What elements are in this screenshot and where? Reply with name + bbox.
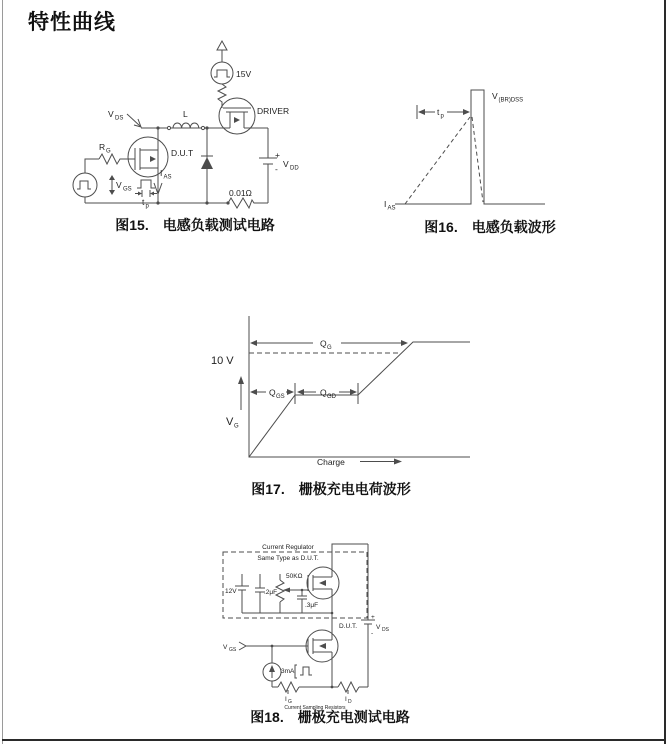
driver-mosfet bbox=[219, 98, 255, 134]
cap-03uf bbox=[297, 589, 307, 613]
page-edge-bottom bbox=[2, 739, 666, 741]
cap-03uf-label: .3μF bbox=[305, 602, 319, 609]
box-title-line1: Current Regulator bbox=[262, 544, 314, 551]
current-source-3ma bbox=[263, 646, 312, 687]
figure-17-waveform bbox=[178, 308, 478, 478]
supply-arrow bbox=[217, 41, 227, 62]
qgs-label: Q bbox=[269, 387, 276, 398]
ias-label: I bbox=[384, 199, 387, 209]
vgs-label: V bbox=[223, 644, 228, 651]
pot-50k-label: 50KΩ bbox=[286, 573, 303, 580]
sampling-resistors bbox=[272, 682, 368, 694]
supply-label: 15V bbox=[236, 69, 252, 79]
box-bottom-rail bbox=[242, 612, 333, 615]
vbrdss-label-sub: (BR)DSS bbox=[498, 97, 524, 104]
pulse-generator bbox=[73, 173, 97, 203]
figure-17-caption-text: 栅极充电电荷波形 bbox=[298, 481, 411, 497]
vbrdss-label: V bbox=[492, 91, 498, 101]
figure-17-caption bbox=[201, 479, 461, 499]
figure-15-caption-num: 图15. bbox=[115, 217, 149, 233]
vds-label: V bbox=[376, 624, 381, 631]
tp-label-sub: p bbox=[145, 203, 149, 210]
vds-label: V bbox=[108, 109, 114, 119]
qgs-label-sub: GS bbox=[276, 394, 285, 400]
id-label-sub: D bbox=[348, 699, 352, 705]
cap-02uf-label: .2μF bbox=[264, 589, 278, 596]
tp-pulse-indicator bbox=[135, 180, 157, 197]
charge-axis-arrow bbox=[360, 459, 402, 465]
ias-label-sub: AS bbox=[163, 174, 172, 181]
rg-label-sub: G bbox=[106, 148, 111, 155]
driver-label: DRIVER bbox=[257, 106, 290, 116]
tp-label-sub: p bbox=[440, 113, 444, 120]
rg-label: R bbox=[99, 142, 106, 152]
figure-15-caption bbox=[65, 215, 325, 235]
dut-label: D.U.T. bbox=[339, 623, 358, 630]
inductor-label: L bbox=[183, 109, 188, 119]
inductor bbox=[167, 123, 204, 130]
vdd-label: V bbox=[283, 159, 289, 169]
box-title-line2: Same Type as D.U.T. bbox=[257, 555, 319, 562]
vg-label: V bbox=[226, 416, 234, 428]
gate-network bbox=[85, 154, 135, 173]
figure-18-caption bbox=[200, 707, 460, 727]
figure-18-caption-text: 栅极充电测试电路 bbox=[297, 709, 410, 725]
bottom-rail bbox=[85, 198, 268, 208]
id-label: I bbox=[345, 696, 347, 703]
figure-16-caption bbox=[380, 217, 600, 237]
qgd-label-sub: GD bbox=[327, 394, 336, 400]
charge-label: Charge bbox=[317, 457, 345, 467]
vds-label-sub: DS bbox=[115, 115, 124, 122]
pulse-source-15v bbox=[211, 62, 233, 84]
figure-15-caption-text: 电感负载测试电路 bbox=[162, 217, 275, 233]
vds-label-sub: DS bbox=[382, 627, 389, 633]
vgs-label-sub: GS bbox=[229, 647, 237, 653]
vg-label-sub: G bbox=[234, 423, 239, 430]
axes bbox=[249, 316, 470, 457]
top-rail bbox=[127, 114, 268, 128]
vds-minus: - bbox=[371, 630, 374, 637]
sense-resistor-label: 0.01Ω bbox=[229, 188, 252, 198]
dut-label: D.U.T bbox=[171, 148, 194, 158]
figure-16-caption-num: 图16. bbox=[424, 219, 458, 235]
dut-mosfet bbox=[306, 630, 338, 687]
figure-16-caption-text: 电感负载波形 bbox=[471, 219, 556, 235]
ig-label: I bbox=[285, 696, 287, 703]
ig-label-sub: G bbox=[288, 699, 292, 705]
bias-battery-12v bbox=[235, 574, 249, 613]
bias-battery-label: 12V bbox=[225, 588, 237, 595]
tp-label: t bbox=[437, 107, 440, 117]
vgs-label: V bbox=[116, 180, 122, 190]
page-edge-right bbox=[664, 0, 666, 744]
vdd-minus: - bbox=[275, 164, 278, 174]
dut-mosfet bbox=[128, 126, 168, 204]
tp-label: t bbox=[142, 197, 145, 207]
page-title: 特性曲线 bbox=[28, 10, 116, 34]
vgs-indicator bbox=[109, 175, 115, 195]
gate-resistor-driver bbox=[218, 84, 226, 108]
page-edge-left bbox=[2, 0, 3, 744]
vgs-label-sub: GS bbox=[123, 186, 132, 193]
ias-label-sub: AS bbox=[387, 205, 396, 212]
vgs-input bbox=[239, 642, 308, 650]
figure-18-circuit bbox=[220, 538, 450, 718]
vds-plus: + bbox=[371, 614, 375, 621]
figure-17-caption-num: 图17. bbox=[251, 481, 285, 497]
vdd-plus: + bbox=[275, 150, 280, 160]
figure-15-circuit bbox=[55, 36, 320, 221]
ten-volt-label: 10 V bbox=[211, 355, 234, 367]
freewheel-diode bbox=[201, 126, 213, 204]
current-source-label: 3mA bbox=[281, 668, 295, 675]
vg-axis-arrow bbox=[238, 376, 244, 410]
ias-label: I bbox=[160, 168, 163, 178]
qg-label-sub: G bbox=[327, 345, 332, 351]
qg-label: Q bbox=[320, 338, 327, 349]
sampling-resistors-label: Current Sampling Resistors bbox=[284, 705, 346, 711]
figure-18-caption-num: 图18. bbox=[250, 709, 284, 725]
qgd-label: Q bbox=[320, 387, 327, 398]
vdd-label-sub: DD bbox=[290, 165, 299, 172]
figure-16-waveform bbox=[383, 83, 613, 228]
